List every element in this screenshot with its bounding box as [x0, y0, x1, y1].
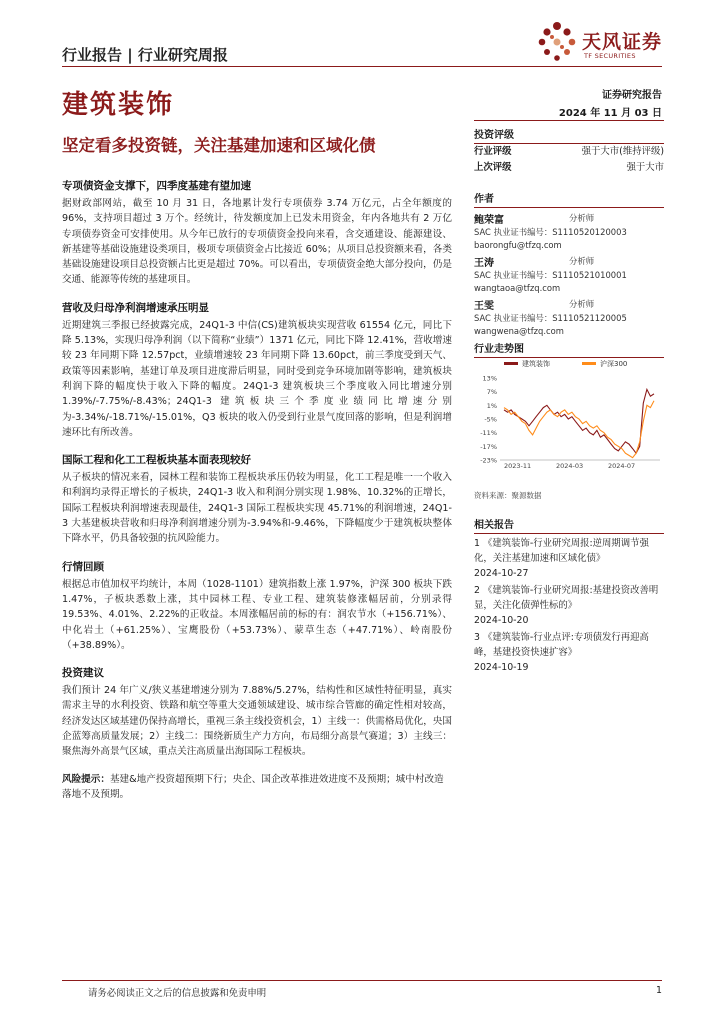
related-item[interactable] — [474, 536, 664, 581]
legend-swatch — [504, 362, 518, 365]
industry-title: 建筑装饰 — [62, 90, 175, 120]
legend-label: 沪深300 — [600, 360, 628, 368]
related-heading: 相关报告 — [474, 514, 664, 534]
risk-warning — [62, 772, 452, 803]
related-title[interactable]: 2 《建筑装饰-行业研究周报:基建投资改善明显，关注化债弹性标的》 — [474, 585, 659, 611]
author-email[interactable]: baorongfu@tfzq.com — [474, 239, 562, 250]
author-role: 分析师 — [569, 213, 595, 223]
related-item[interactable] — [474, 583, 664, 628]
author-entry — [474, 208, 664, 251]
section-title: 营收及归母净利润增速承压明显 — [62, 301, 209, 314]
author-email[interactable]: wangtaoa@tfzq.com — [474, 282, 561, 293]
y-tick-label: 1% — [486, 401, 497, 410]
author-name: 王雯 — [474, 301, 494, 312]
rating-row — [474, 144, 664, 160]
author-name: 王涛 — [474, 258, 494, 269]
section-title: 国际工程和化工工程板块基本面表现较好 — [62, 454, 251, 467]
section-body: 我们预计 24 年广义/狭义基建增速分别为 7.88%/5.27%，结构性和区域性特征明显，真实需求主导的水利投资、铁路和航空等重大交通领域建设、城市综合管廊的确定性相对较高，经济发达区域基建仍保持高增长，重视三条主线投资机会，1）主线一：供需格局优化，央国企蓝筹高质量发展；2）主线二：围绕新质生产力方向，布局细分高景气赛道；3）主线三：聚焦海外高景气区域，重点关注高质量出海国际工程板块。 — [62, 685, 452, 758]
section-body: 根据总市值加权平均统计，本周（1028-1101）建筑指数上涨 1.97%，沪深 300 板块下跌 1.47%，子板块悉数上涨，其中园林工程、专业工程、建筑装修涨幅居前，分别录得 19.53%、4.01%、2.22%的正收益。本周涨幅居前的标的有：润农节水（+156.71%）、中化岩土（+61.25%）、宝鹰股份（+53.73%）、蒙草生态（+47.71%）、岭南股份（+38.89%）。 — [62, 578, 452, 651]
x-tick-label: 2023-11 — [504, 462, 532, 470]
section-international — [62, 452, 452, 546]
x-tick-label: 2024-07 — [608, 462, 636, 470]
section-body: 据财政部网站，截至 10 月 31 日，各地累计发行专项债券 3.74 万亿元，占全年额度的 96%，支持项目超过 3 万个。经统计，待发额度加上已发未用资金，年内各地共有 2 万亿专项债券资金可安排使用。从今年已放行的专项债资金投向来看，含交通建设、能源建设、新基建等基础设施建设类项目，极项专项债资金占比接近 60%；从项目总投资额来看，各类基础设施建设项目总投资额占比更是超过 70%。可以看出，专项债资金绝大部分投向，仍是交通、能源等传统的基建项目。 — [62, 198, 452, 286]
author-email[interactable]: wangwena@tfzq.com — [474, 325, 564, 336]
related-panel — [474, 514, 664, 677]
page-number: 1 — [656, 985, 662, 996]
section-title: 专项债资金支撑下，四季度基建有望加速 — [62, 180, 251, 192]
y-tick-label: -23% — [480, 456, 497, 465]
y-tick-label: 13% — [482, 374, 497, 383]
date-divider — [474, 120, 664, 121]
author-sac: SAC 执业证书编号：S1110520120003 — [474, 227, 627, 237]
legend-swatch — [582, 362, 596, 365]
report-category: 行业报告 | 行业研究周报 — [62, 46, 228, 64]
related-title[interactable]: 3 《建筑装饰-行业点评:专项债发行再迎高峰，基建投资快速扩容》 — [474, 632, 649, 658]
authors-heading: 作者 — [474, 188, 664, 208]
section-body: 从子板块的情况来看，园林工程和装饰工程板块承压仍较为明显，化工工程是唯一一个收入和利润均录得正增长的子板块，24Q1-3 收入和利润分别实现 1.98%、10.32%的正增长，国际工程板块利润增速表现最佳，24Q1-3 国际工程板块实现 45.71%的利润增速，24Q1-3 大基建板块营收和归母净利润增速分别为-3.94%和-9.46%，下降幅度少于建筑板块整体下降水平，仍具备较强的抗风险能力。 — [62, 472, 452, 545]
section-market-review — [62, 559, 452, 653]
related-date: 2024-10-20 — [474, 615, 529, 626]
chart-heading: 行业走势图 — [474, 338, 664, 358]
rating-panel — [474, 124, 664, 176]
report-type: 证券研究报告 — [602, 90, 662, 101]
rating-value: 强于大市(维持评级) — [581, 146, 664, 157]
y-tick-label: 7% — [486, 388, 497, 397]
section-title: 行情回顾 — [62, 560, 104, 573]
rating-heading: 投资评级 — [474, 124, 664, 144]
rating-value: 强于大市 — [626, 162, 664, 173]
authors-panel — [474, 188, 664, 337]
section-body: 近期建筑三季报已经披露完成，24Q1-3 中信(CS)建筑板块实现营收 61554 亿元，同比下降 5.13%，实现归母净利润（以下简称“业绩”）1371 亿元，同比下降 12.41%，营收增速较 23 年同期下降 12.57pct，业绩增速较 23 年同期下降 13.60pct，前三季度受到天气、政策等因素影响，基建订单及项目进度滞后明显，同时受到竞争环境加剧等影响，建筑板块利润下降的幅度快于收入下降的幅度。24Q1-3 建筑板块三个季度收入同比增速分别 1.39%/-7.75%/-8.43%；24Q1-3 建筑板块三个季度业绩同比增速分别为-3.34%/-18.71%/-15.01%，Q3 板块的收入仍受到行业景气度回落的影响，但是利润增速环比有所改善。 — [62, 319, 452, 438]
main-content — [62, 178, 452, 802]
author-role: 分析师 — [569, 256, 595, 266]
author-entry — [474, 294, 664, 337]
logo-subtext: TF SECURITIES — [584, 52, 636, 60]
chart-heading-wrap — [474, 338, 664, 358]
headline: 坚定看多投资链，关注基建加速和区域化债 — [62, 136, 376, 155]
risk-label: 风险提示： — [62, 773, 110, 785]
chart-source: 资料来源：聚源数据 — [474, 491, 542, 500]
legend-label: 建筑装饰 — [522, 360, 550, 368]
author-sac: SAC 执业证书编号：S1110521120005 — [474, 313, 627, 323]
series-line — [504, 401, 654, 458]
report-date: 2024 年 11 月 03 日 — [558, 108, 662, 119]
y-tick-label: -17% — [480, 442, 497, 451]
footer-divider — [62, 980, 662, 981]
author-sac: SAC 执业证书编号：S1110521010001 — [474, 270, 627, 280]
author-entry — [474, 251, 664, 294]
section-title: 投资建议 — [62, 667, 104, 680]
y-tick-label: -5% — [484, 415, 497, 424]
logo-text: 天风证券 — [582, 31, 663, 53]
tf-logo-icon — [534, 20, 580, 66]
disclaimer-text[interactable]: 请务必阅读正文之后的信息披露和免责申明 — [88, 988, 267, 999]
author-role: 分析师 — [569, 299, 595, 309]
related-date: 2024-10-19 — [474, 662, 529, 673]
related-item[interactable] — [474, 630, 664, 675]
related-title[interactable]: 1 《建筑装饰-行业研究周报:逆周期调节强化，关注基建加速和区域化债》 — [474, 538, 649, 564]
rating-row — [474, 160, 664, 176]
rating-key: 行业评级 — [474, 146, 512, 157]
section-investment-advice — [62, 665, 452, 759]
y-tick-label: -11% — [480, 429, 497, 438]
related-date: 2024-10-27 — [474, 568, 529, 579]
header-divider — [62, 66, 662, 67]
section-revenue — [62, 300, 452, 440]
series-line — [504, 389, 654, 453]
risk-text: 基建&地产投资超预期下行；央企、国企改革推进效进度不及预期；城中村改造落地不及预期。 — [62, 773, 444, 800]
section-special-bonds — [62, 178, 452, 288]
x-tick-label: 2024-03 — [556, 462, 584, 470]
rating-key: 上次评级 — [474, 162, 512, 173]
industry-trend-chart — [474, 356, 664, 476]
author-name: 鲍荣富 — [474, 215, 504, 226]
